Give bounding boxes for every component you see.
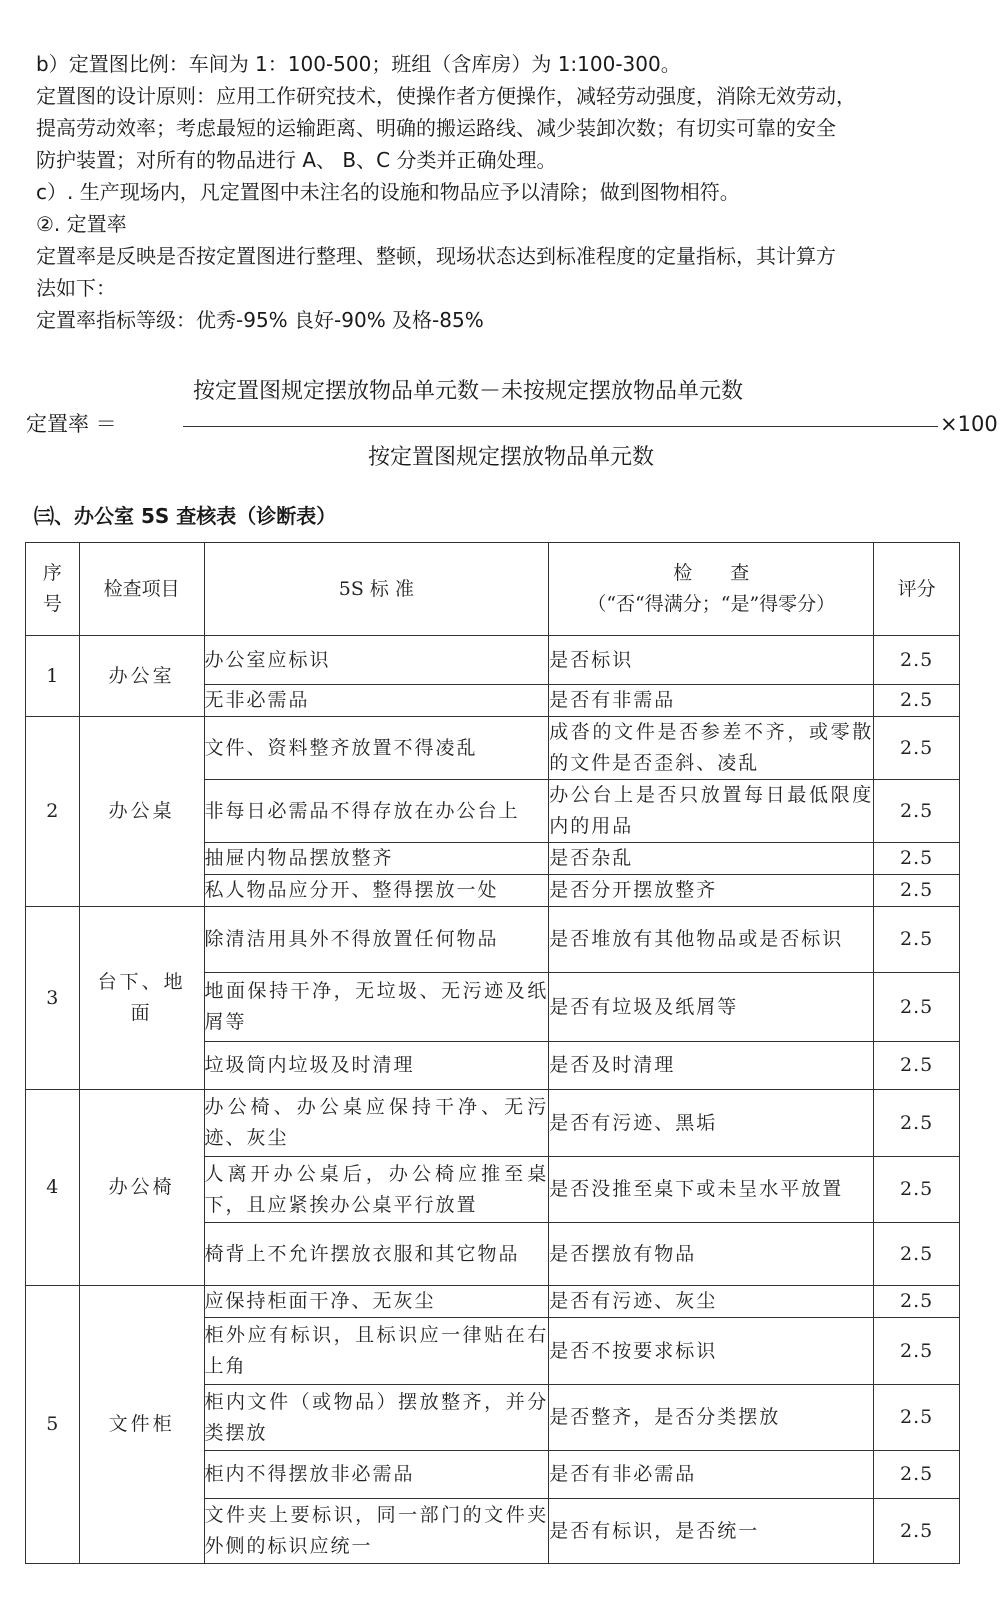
header-check: [549, 543, 874, 636]
5s-standard-cell: 文件、资料整齐放置不得凌乱: [204, 717, 549, 780]
header-item: 检查项目: [79, 543, 204, 636]
check-criteria-cell: 办公台上是否只放置每日最低限度内的用品: [549, 780, 874, 843]
5s-check-table: [25, 542, 960, 1564]
check-criteria-cell: 是否有垃圾及纸屑等: [549, 973, 874, 1042]
intro-line-scale: b）定置图比例：车间为 1：100-500；班组（含库房）为 1:100-300。: [36, 52, 681, 76]
score-cell: 2.5: [874, 875, 960, 907]
check-criteria-cell: 是否有标识，是否统一: [549, 1499, 874, 1564]
header-num: 序 号: [26, 543, 80, 636]
5s-standard-cell: 文件夹上要标识，同一部门的文件夹外侧的标识应统一: [204, 1499, 549, 1564]
check-criteria-cell: 是否有污迹、灰尘: [549, 1286, 874, 1318]
score-cell: 2.5: [874, 973, 960, 1042]
intro-line-rate-def: 定置率是反映是否按定置图进行整理、整顿，现场状态达到标准程度的定量指标，其计算方: [36, 244, 836, 268]
check-criteria-cell: 是否有非必需品: [549, 1451, 874, 1499]
check-item: 办公桌: [79, 717, 204, 907]
table-header-row: [26, 543, 960, 636]
intro-line-rate-levels: 定置率指标等级：优秀-95% 良好-90% 及格-85%: [36, 308, 484, 332]
header-standard: 5S 标 准: [204, 543, 549, 636]
5s-standard-cell: 私人物品应分开、整得摆放一处: [204, 875, 549, 907]
formula-multiplier: ×100: [940, 412, 998, 436]
check-item: 办公椅: [79, 1090, 204, 1286]
row-number: 1: [26, 636, 80, 717]
check-criteria-cell: 是否有污迹、黑垢: [549, 1090, 874, 1157]
5s-standard-cell: 除清洁用具外不得放置任何物品: [204, 907, 549, 973]
check-criteria-cell: 是否分开摆放整齐: [549, 875, 874, 907]
score-cell: 2.5: [874, 1157, 960, 1223]
5s-standard-cell: 办公椅、办公桌应保持干净、无污迹、灰尘: [204, 1090, 549, 1157]
5s-standard-cell: 柜外应有标识，且标识应一律贴在右上角: [204, 1318, 549, 1385]
row-number: 4: [26, 1090, 80, 1286]
intro-line-principle-end: 防护装置；对所有的物品进行 A、 B、C 分类并正确处理。: [36, 148, 557, 172]
score-cell: 2.5: [874, 685, 960, 717]
5s-standard-cell: 人离开办公桌后，办公椅应推至桌下，且应紧挨办公桌平行放置: [204, 1157, 549, 1223]
score-cell: 2.5: [874, 1090, 960, 1157]
intro-line-principle: 定置图的设计原则：应用工作研究技术，使操作者方便操作，减轻劳动强度，消除无效劳动，: [36, 84, 856, 108]
5s-standard-cell: 抽屉内物品摆放整齐: [204, 843, 549, 875]
check-criteria-cell: 是否杂乱: [549, 843, 874, 875]
check-item: 办公室: [79, 636, 204, 717]
check-criteria-cell: 是否不按要求标识: [549, 1318, 874, 1385]
formula-fraction-bar: [183, 426, 938, 427]
row-number: 5: [26, 1286, 80, 1564]
check-criteria-cell: 是否摆放有物品: [549, 1223, 874, 1286]
table-row: [26, 636, 960, 685]
table-row: [26, 1090, 960, 1157]
row-number: 3: [26, 907, 80, 1090]
table-row: [26, 1286, 960, 1318]
5s-standard-cell: 柜内不得摆放非必需品: [204, 1451, 549, 1499]
score-cell: 2.5: [874, 1286, 960, 1318]
intro-line-clearance: c）. 生产现场内，凡定置图中未注名的设施和物品应予以清除；做到图物相符。: [36, 180, 740, 204]
check-criteria-cell: 是否及时清理: [549, 1042, 874, 1090]
table-row: [26, 907, 960, 973]
row-number: 2: [26, 717, 80, 907]
score-cell: 2.5: [874, 1223, 960, 1286]
5s-standard-cell: 地面保持干净，无垃圾、无污迹及纸屑等: [204, 973, 549, 1042]
intro-line-rate-def-end: 法如下：: [36, 276, 116, 300]
intro-line-heading-rate: ②. 定置率: [36, 212, 127, 236]
check-criteria-cell: 成沓的文件是否参差不齐，或零散的文件是否歪斜、凌乱: [549, 717, 874, 780]
5s-standard-cell: 柜内文件（或物品）摆放整齐，并分类摆放: [204, 1385, 549, 1451]
5s-standard-cell: 无非必需品: [204, 685, 549, 717]
check-criteria-cell: 是否堆放有其他物品或是否标识: [549, 907, 874, 973]
formula-numerator: 按定置图规定摆放物品单元数－未按规定摆放物品单元数: [193, 379, 744, 404]
intro-line-principle-cont: 提高劳动效率；考虑最短的运输距离、明确的搬运路线、减少装卸次数；有切实可靠的安全: [36, 116, 836, 140]
5s-standard-cell: 椅背上不允许摆放衣服和其它物品: [204, 1223, 549, 1286]
5s-standard-cell: 办公室应标识: [204, 636, 549, 685]
section-title: ㈢、办公室 5S 查核表（诊断表）: [34, 504, 337, 528]
score-cell: 2.5: [874, 780, 960, 843]
5s-standard-cell: 应保持柜面干净、无灰尘: [204, 1286, 549, 1318]
formula-label: 定置率 ＝: [26, 412, 117, 436]
check-criteria-cell: 是否标识: [549, 636, 874, 685]
table-row: [26, 717, 960, 780]
5s-standard-cell: 非每日必需品不得存放在办公台上: [204, 780, 549, 843]
score-cell: 2.5: [874, 1499, 960, 1564]
score-cell: 2.5: [874, 843, 960, 875]
score-cell: 2.5: [874, 1451, 960, 1499]
check-item: 台下、地面: [79, 907, 204, 1090]
table-body: [26, 636, 960, 1564]
check-criteria-cell: 是否没推至桌下或未呈水平放置: [549, 1157, 874, 1223]
score-cell: 2.5: [874, 1042, 960, 1090]
score-cell: 2.5: [874, 1385, 960, 1451]
score-cell: 2.5: [874, 907, 960, 973]
formula-denominator: 按定置图规定摆放物品单元数: [368, 445, 655, 470]
header-score: 评分: [874, 543, 960, 636]
header-check-title: 检 查: [673, 562, 750, 584]
score-cell: 2.5: [874, 1318, 960, 1385]
intro-text: [36, 48, 986, 336]
score-cell: 2.5: [874, 717, 960, 780]
check-criteria-cell: 是否有非需品: [549, 685, 874, 717]
check-item: 文件柜: [79, 1286, 204, 1564]
score-cell: 2.5: [874, 636, 960, 685]
header-check-note: （“否“得满分；“是”得零分）: [587, 593, 836, 615]
check-criteria-cell: 是否整齐，是否分类摆放: [549, 1385, 874, 1451]
5s-standard-cell: 垃圾筒内垃圾及时清理: [204, 1042, 549, 1090]
